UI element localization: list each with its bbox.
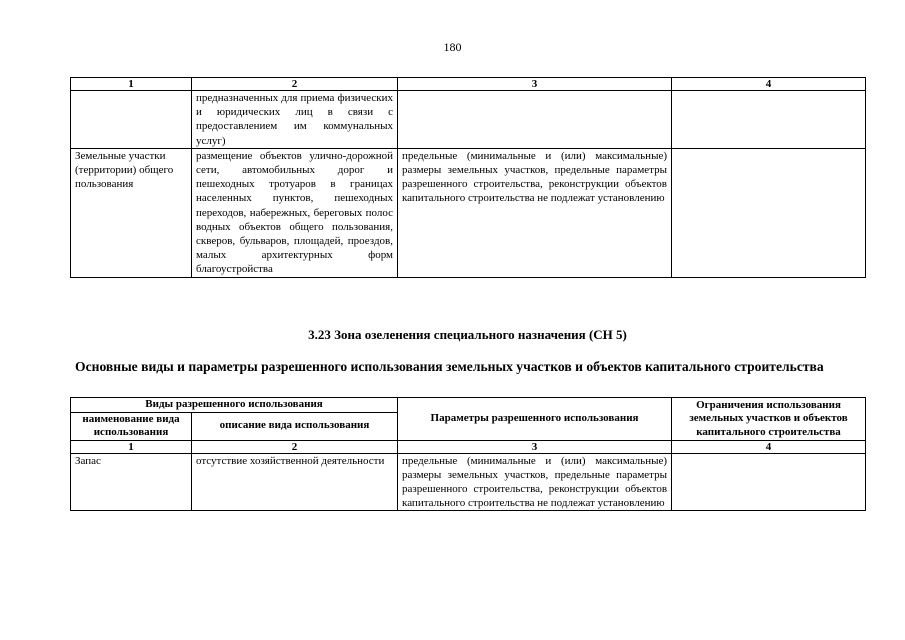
parameters-cell: предельные (минимальные и (или) максимальные) размеры земельных участков, предельные параметры разрешенного строительства, реконструкции объектов капитального строительства не подлежат установлению [398,453,672,511]
use-description-cell: отсутствие хозяйственной деятельности [192,453,398,511]
parameters-header: Параметры разрешенного использования [398,398,672,441]
header-row [71,398,866,413]
name-header: наименование вида использования [71,412,192,440]
use-name-cell: Запас [71,453,192,511]
use-name-cell [71,91,192,149]
permitted-use-table [70,397,866,511]
column-number-row [71,440,866,453]
column-number-row [71,78,866,91]
column-number: 1 [71,78,192,91]
column-number: 2 [192,78,398,91]
column-number: 4 [672,78,866,91]
restrictions-cell [672,91,866,149]
restrictions-cell [672,148,866,277]
use-description-cell: размещение объектов улично-дорожной сети, автомобильных дорог и пешеходных тротуаров в границах населенных пунктов, пешеходных переходов, набережных, береговых полос водных объектов общего пользования, скверов, бульваров, площадей, проездов, малых архитектурных форм благоустройства [192,148,398,277]
parameters-cell [398,91,672,149]
description-header: описание вида использования [192,412,398,440]
restrictions-header: Ограничения использования земельных участков и объектов капитального строительства [672,398,866,441]
table-row [71,148,866,277]
column-number: 3 [398,440,672,453]
section-title: Основные виды и параметры разрешенного использования земельных участков и объектов капитального строительства [75,359,824,374]
use-name-cell: Земельные участки (территории) общего пользования [71,148,192,277]
table-row [71,91,866,149]
use-description-cell: предназначенных для приема физических и юридических лиц в связи с предоставлением им коммунальных услуг) [192,91,398,149]
column-number: 3 [398,78,672,91]
zone-title: 3.23 Зона озеленения специального назначения (СН 5) [308,327,627,342]
column-number: 1 [71,440,192,453]
column-number: 4 [672,440,866,453]
permitted-use-group-header: Виды разрешенного использования [71,398,398,413]
continued-table [70,77,866,278]
page-number: 180 [443,40,462,54]
restrictions-cell [672,453,866,511]
table-row [71,453,866,511]
parameters-cell: предельные (минимальные и (или) максимальные) размеры земельных участков, предельные параметры разрешенного строительства, реконструкции объектов капитального строительства не подлежат установлению [398,148,672,277]
column-number: 2 [192,440,398,453]
